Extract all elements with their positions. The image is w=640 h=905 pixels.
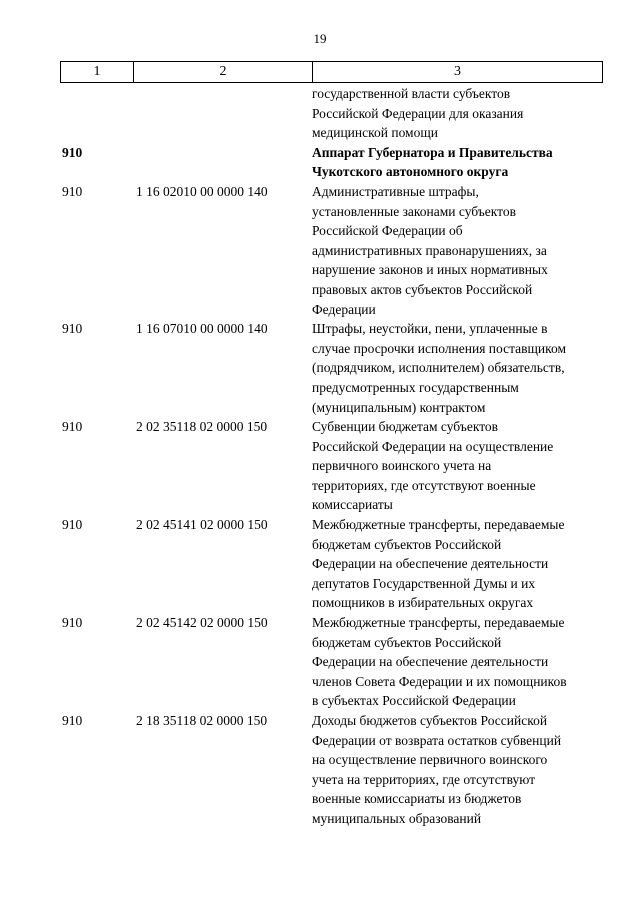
admin-code: 910	[62, 713, 83, 728]
admin-code: 910	[62, 419, 83, 435]
description-line: Аппарат Губернатора и Правительства	[312, 144, 553, 160]
description-line: военные комиссариаты из бюджетов	[312, 791, 522, 807]
admin-code: 910	[62, 615, 83, 631]
budget-classification-code: 1 16 02010 00 0000 140	[136, 183, 268, 199]
description-line: помощников в избирательных округах	[312, 595, 534, 611]
table-row	[0, 613, 640, 711]
header-col-2: 2	[134, 62, 313, 83]
description-line: Российской Федерации на осуществление	[312, 438, 554, 454]
header-col-1: 1	[61, 62, 134, 83]
description-line: (подрядчиком, исполнителем) обязательств,	[312, 360, 565, 376]
description-line: нарушение законов и иных нормативных	[312, 262, 548, 278]
budget-classification-code: 2 18 35118 02 0000 150	[136, 713, 268, 728]
budget-classification-code: 2 02 45141 02 0000 150	[136, 517, 268, 533]
description-line: Межбюджетные трансферты, передаваемые	[312, 517, 565, 533]
description-line: Чукотского автономного округа	[312, 164, 509, 180]
income-description	[312, 711, 607, 829]
header-col-3: 3	[313, 62, 603, 83]
income-description	[312, 84, 607, 143]
description-line: Российской Федерации для оказания	[312, 105, 524, 121]
budget-classification-code: 2 02 35118 02 0000 150	[136, 419, 268, 435]
description-line: Административные штрафы,	[312, 183, 479, 199]
table-row	[0, 84, 640, 143]
table-body	[0, 84, 640, 829]
description-line: муниципальных образований	[312, 810, 482, 826]
description-line: бюджетам субъектов Российской	[312, 634, 502, 650]
budget-classification-code: 2 02 45142 02 0000 150	[136, 615, 268, 631]
description-line: учета на территориях, где отсутствуют	[312, 771, 536, 787]
table-header	[60, 61, 603, 83]
description-line: случае просрочки исполнения поставщиком	[312, 340, 567, 356]
income-description	[312, 515, 607, 613]
description-line: Российской Федерации об	[312, 223, 463, 239]
admin-code: 910	[62, 183, 83, 199]
description-line: административных правонарушениях, за	[312, 242, 547, 258]
description-line: правовых актов субъектов Российской	[312, 281, 533, 297]
table-row	[0, 182, 640, 319]
description-line: территориях, где отсутствуют военные	[312, 477, 536, 493]
budget-classification-code: 1 16 07010 00 0000 140	[136, 321, 268, 337]
description-line: депутатов Государственной Думы и их	[312, 575, 536, 591]
income-description	[312, 143, 607, 182]
description-line: Федерации на обеспечение деятельности	[312, 654, 549, 670]
description-line: Штрафы, неустойки, пени, уплаченные в	[312, 321, 548, 337]
admin-code: 910	[62, 517, 83, 533]
description-line: Субвенции бюджетам субъектов	[312, 419, 499, 435]
description-line: государственной власти субъектов	[312, 86, 511, 101]
description-line: комиссариаты	[312, 497, 393, 513]
description-line: на осуществление первичного воинского	[312, 752, 548, 768]
description-line: установленные законами субъектов	[312, 203, 517, 219]
admin-code: 910	[62, 321, 83, 337]
admin-code: 910	[62, 144, 83, 160]
income-description	[312, 613, 607, 711]
description-line: (муниципальным) контрактом	[312, 399, 486, 415]
description-line: бюджетам субъектов Российской	[312, 536, 502, 552]
description-line: предусмотренных государственным	[312, 379, 519, 395]
description-line: членов Совета Федерации и их помощников	[312, 673, 567, 689]
description-line: в субъектах Российской Федерации	[312, 693, 516, 709]
description-line: Федерации от возврата остатков субвенций	[312, 732, 562, 748]
description-line: первичного воинского учета на	[312, 458, 492, 474]
description-line: Федерации на обеспечение деятельности	[312, 556, 549, 572]
description-line: Федерации	[312, 301, 376, 317]
description-line: медицинской помощи	[312, 125, 438, 141]
description-line: Доходы бюджетов субъектов Российской	[312, 713, 548, 728]
income-description	[312, 417, 607, 515]
table-row	[0, 417, 640, 515]
page-number: 19	[313, 31, 327, 46]
table-row	[0, 143, 640, 182]
income-description	[312, 182, 607, 319]
table-row	[0, 711, 640, 829]
table-row	[0, 319, 640, 417]
income-description	[312, 319, 607, 417]
table-row	[0, 515, 640, 613]
description-line: Межбюджетные трансферты, передаваемые	[312, 615, 565, 631]
